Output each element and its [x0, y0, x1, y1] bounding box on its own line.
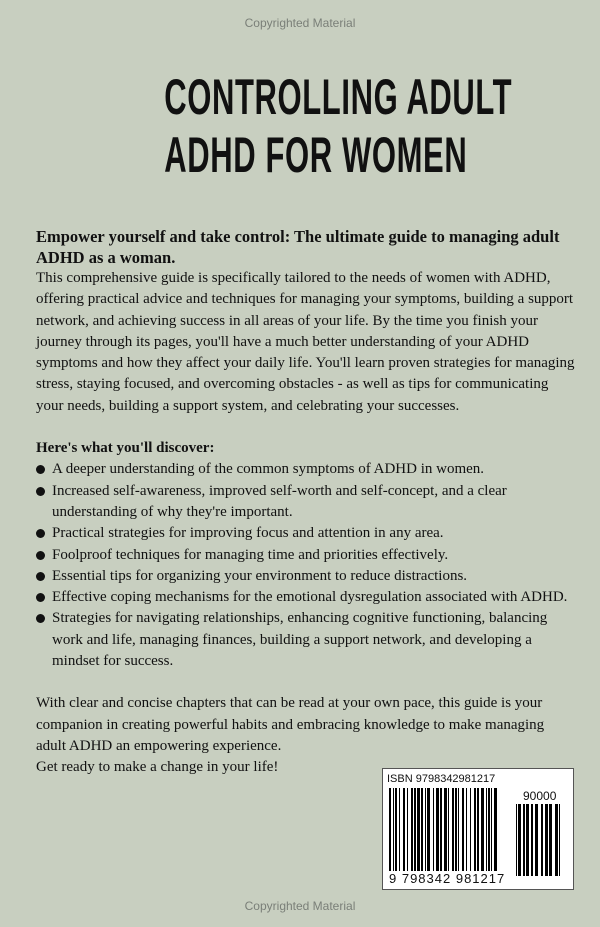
barcode-bar [545, 804, 548, 876]
barcode-bar [462, 788, 464, 876]
price-code: 90000 [523, 789, 557, 803]
lead-text: Empower yourself and take control: The ultimate guide to managing adult ADHD as a woman. [36, 227, 560, 267]
barcode-bar [559, 804, 560, 876]
discover-heading: Here's what you'll discover: [36, 440, 215, 457]
title-line: ADHD FOR WOMEN [164, 127, 468, 183]
barcode-bar [466, 788, 467, 876]
barcode-bar [526, 804, 529, 876]
barcode-bar [452, 788, 454, 876]
barcode-bar [444, 788, 447, 876]
barcode-bar [518, 804, 521, 876]
barcode-bar [414, 788, 416, 876]
bullet-list [36, 459, 576, 672]
barcode-bar [541, 804, 543, 876]
blurb [36, 226, 576, 779]
barcode-bar [523, 804, 525, 876]
barcode-bar [403, 788, 405, 876]
closing-paragraph: With clear and concise chapters that can be read at your own pace, this guide is your companion in creating powerful habits and embracing knowledge to make managing adult ADHD an empowering experience. [36, 695, 545, 754]
barcode-bar [555, 804, 558, 876]
barcode-bar [458, 788, 459, 876]
barcode-bars [389, 788, 501, 876]
barcode-box [382, 768, 574, 890]
barcode-bar [407, 788, 408, 876]
barcode-bar [549, 804, 552, 876]
barcode-bar [395, 788, 397, 876]
barcode-bar [531, 804, 533, 876]
watermark-bottom: Copyrighted Material [244, 899, 356, 913]
barcode-digits: 9 798342 981217 [389, 871, 506, 886]
list-item: Increased self-awareness, improved self-worth and self-concept, and a clear understanding of why they're important. [36, 481, 576, 524]
title-line: CONTROLLING ADULT [164, 69, 513, 125]
barcode-bar [494, 788, 497, 876]
barcode-bar [436, 788, 439, 876]
list-item: A deeper understanding of the common symptoms of ADHD in women. [36, 459, 576, 480]
barcode-bar [440, 788, 442, 876]
list-item: Effective coping mechanisms for the emotional dysregulation associated with ADHD. [36, 587, 576, 608]
barcode-bar [491, 788, 492, 876]
barcode-bar [399, 788, 400, 876]
barcode-bar [481, 788, 484, 876]
barcode-bar [425, 788, 426, 876]
barcode-bar [427, 788, 430, 876]
barcode-bar [535, 804, 538, 876]
list-item: Strategies for navigating relationships, enhancing cognitive functioning, balancing work and life, managing finances, building a support network, and developing a mindset for success. [36, 608, 576, 672]
list-item: Essential tips for organizing your environment to reduce distractions. [36, 566, 576, 587]
list-item: Practical strategies for improving focus and attention in any area. [36, 523, 576, 544]
watermark-top: Copyrighted Material [244, 16, 356, 30]
barcode-bar [417, 788, 420, 876]
barcode-bar [421, 788, 423, 876]
list-item: Foolproof techniques for managing time and priorities effectively. [36, 545, 576, 566]
barcode-bar [411, 788, 413, 876]
book-title [164, 68, 513, 184]
price-barcode-bars [516, 804, 562, 876]
barcode-bar [470, 788, 471, 876]
barcode-bar [389, 788, 391, 876]
call-to-action: Get ready to make a change in your life! [36, 759, 279, 776]
barcode-bar [488, 788, 490, 876]
barcode-bar [516, 804, 517, 876]
barcode-bar [455, 788, 457, 876]
barcode-bar [448, 788, 449, 876]
barcode-bar [474, 788, 476, 876]
barcode-bar [486, 788, 487, 876]
barcode-bar [477, 788, 479, 876]
intro-paragraph: This comprehensive guide is specifically tailored to the needs of women with ADHD, offering practical advice and techniques for managing your symptoms, building a support network, and achieving success in all areas of your life. By the time you finish your journey through its pages, you'll have a much better understanding of your ADHD symptoms and how they affect your daily life. You'll learn proven strategies for managing stress, staying focused, and overcoming obstacles - as well as tips for communicating your needs, building a support system, and celebrating your successes. [36, 270, 575, 414]
barcode-bar [433, 788, 434, 876]
isbn-label: ISBN 9798342981217 [387, 773, 496, 785]
barcode-bar [393, 788, 394, 876]
